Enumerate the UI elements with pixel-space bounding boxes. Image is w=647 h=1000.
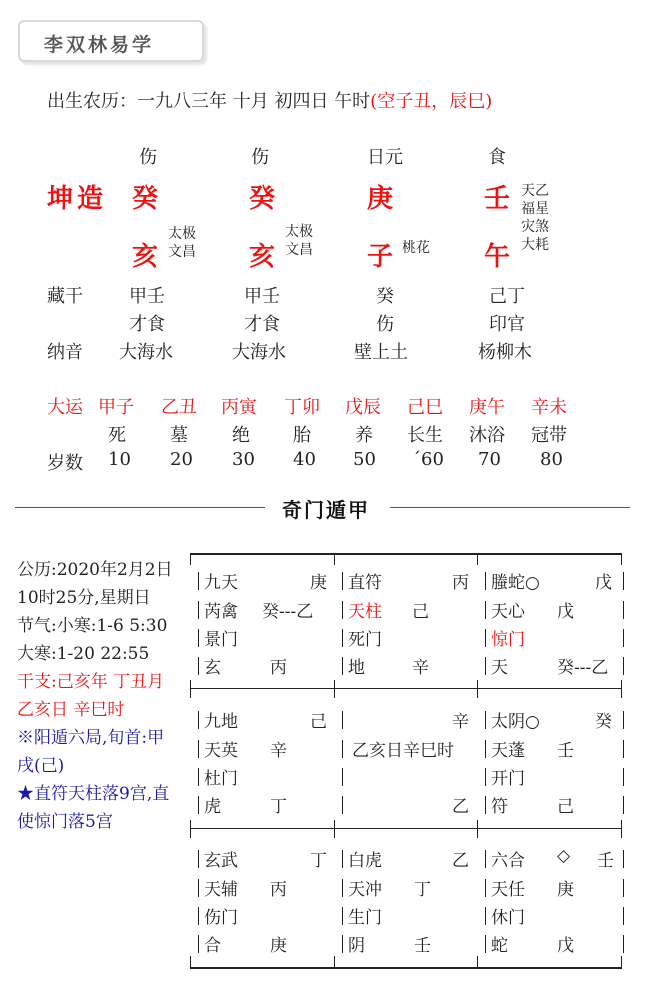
palace-deity: 地 [348, 658, 365, 678]
dayun-age: 40 [293, 449, 316, 470]
palace-1 [334, 846, 472, 962]
palace-star-stem: 辛 [270, 741, 287, 761]
palace-9 [334, 568, 472, 684]
dayun-age: 10 [108, 449, 131, 470]
grid-row-line [190, 828, 622, 829]
shishen-day: 日元 [367, 147, 403, 168]
dayun-age: ´60 [412, 449, 444, 470]
palace-deity: 虎 [204, 797, 221, 817]
palace-star: 天蓬 [491, 741, 525, 761]
dayun-ganzhi: 戊辰 [345, 397, 381, 418]
dayun-age: 20 [170, 449, 193, 470]
grid-col-tick [621, 680, 622, 698]
dayun-ganzhi: 甲子 [98, 397, 134, 418]
birth-label: 出生农历： [47, 91, 137, 112]
info-jieqi: 节气:小寒:1-6 5:30 大寒:1-20 22:55 [17, 616, 185, 664]
grid-bottom-border [190, 967, 622, 969]
stars-day [402, 239, 430, 257]
palace-star: 天心 [491, 602, 525, 622]
center-ganzhi: 乙亥日辛巳时 [352, 741, 454, 761]
dayun-ganzhi: 丁卯 [284, 397, 320, 418]
palace-2 [477, 568, 615, 684]
palace-deity-stem: 己 [557, 797, 574, 817]
branch-hour: 午 [484, 242, 511, 272]
palace-deity-stem: 癸---乙 [557, 658, 609, 678]
palace-deity: 符 [491, 797, 508, 817]
shishen-month: 伤 [251, 147, 269, 168]
stars-hour [521, 182, 549, 254]
palace-door: 开门 [491, 769, 525, 789]
palace-door: 惊门 [491, 630, 525, 650]
palace-god-stem: 壬 [597, 851, 614, 871]
palace-god: 螣蛇○ [491, 573, 540, 593]
nayin-label: 纳音 [47, 342, 83, 363]
info-ju: ※阳遁六局,旬首:甲戌(己) [17, 728, 165, 776]
canggan-shishen-year: 才食 [129, 314, 165, 335]
palace-star-stem: 癸---乙 [262, 602, 314, 622]
palace-star-stem: 庚 [557, 880, 574, 900]
dayun-state: 绝 [232, 425, 250, 446]
palace-5 [334, 707, 472, 823]
palace-7 [477, 707, 615, 823]
logo-box [18, 20, 204, 62]
branch-year: 亥 [132, 242, 159, 272]
star: 大耗 [521, 237, 549, 253]
palace-deity: 天 [491, 658, 508, 678]
palace-god: 白虎 [348, 851, 382, 871]
palace-god: 九地 [204, 712, 238, 732]
stars-year [168, 225, 196, 261]
stem-day: 庚 [367, 184, 394, 214]
dayun-age: 50 [353, 449, 376, 470]
palace-star-stem: 戊 [557, 602, 574, 622]
palace-deity-stem: 丙 [270, 658, 287, 678]
info-panel [17, 556, 185, 836]
palace-deity: 玄 [204, 658, 221, 678]
palace-star: 天任 [491, 880, 525, 900]
stem-year: 癸 [132, 184, 159, 214]
diamond-icon: ◇ [557, 846, 571, 866]
dayun-ganzhi: 丙寅 [221, 397, 257, 418]
birth-line [47, 87, 492, 113]
palace-god-stem: 丁 [310, 851, 327, 871]
canggan-label: 藏干 [47, 286, 83, 307]
palace-star: 天英 [204, 741, 238, 761]
dayun-age: 70 [478, 449, 501, 470]
branch-month: 亥 [249, 242, 276, 272]
palace-star: 天辅 [204, 880, 238, 900]
palace-deity-stem: 丁 [270, 797, 287, 817]
dayun-ganzhi: 庚午 [469, 397, 505, 418]
birth-date: 一九八三年 十月 初四日 午时 [137, 91, 371, 112]
palace-deity-stem: 戊 [557, 936, 574, 956]
star: 太极 [285, 224, 313, 240]
palace-star: 天冲 [348, 880, 382, 900]
stars-month [285, 223, 313, 259]
palace-3 [190, 707, 328, 823]
palace-door: 景门 [204, 630, 238, 650]
dayun-age: 80 [540, 449, 563, 470]
center-bottom-stem: 乙 [452, 797, 469, 817]
nayin-hour: 杨柳木 [478, 342, 532, 363]
palace-god-stem: 丙 [452, 573, 469, 593]
divider-left [15, 507, 265, 508]
star: 福星 [521, 201, 549, 217]
suishu-label: 岁数 [47, 453, 83, 474]
palace-deity-stem: 辛 [412, 658, 429, 678]
palace-god-stem: 己 [310, 712, 327, 732]
grid-col-tick [334, 553, 335, 565]
palace-god-stem: 癸 [595, 712, 612, 732]
stem-hour: 壬 [484, 184, 511, 214]
palace-door: 死门 [348, 630, 382, 650]
grid-top-border [190, 553, 622, 555]
dayun-state: 死 [108, 425, 126, 446]
info-ganzhi: 干支:己亥年 丁丑月 乙亥日 辛巳时 [17, 672, 165, 720]
nayin-month: 大海水 [232, 342, 286, 363]
shishen-year: 伤 [139, 147, 157, 168]
palace-god-stem: 戊 [595, 573, 612, 593]
star: 天乙 [521, 183, 549, 199]
dayun-state: 胎 [293, 425, 311, 446]
palace-god-stem: 乙 [452, 851, 469, 871]
kongwang: (空子丑，辰巳) [370, 91, 493, 112]
palace-deity-stem: 壬 [414, 936, 431, 956]
info-zhifu: ★直符天柱落9宫,直使惊门落5宫 [17, 784, 170, 832]
grid-col-tick [621, 553, 622, 565]
grid-col-tick [621, 956, 622, 968]
canggan-year: 甲壬 [129, 286, 165, 307]
palace-deity: 阴 [348, 936, 365, 956]
palace-god: 太阴○ [491, 712, 540, 732]
gender-label: 坤造 [47, 184, 108, 214]
canggan-shishen-day: 伤 [376, 314, 394, 335]
palace-door: 伤门 [204, 908, 238, 928]
shishen-hour: 食 [488, 147, 506, 168]
qimen-title: 奇门遁甲 [282, 498, 370, 522]
dayun-ganzhi: 乙丑 [161, 397, 197, 418]
dayun-ganzhi: 己巳 [407, 397, 443, 418]
nayin-year: 大海水 [119, 342, 173, 363]
canggan-hour: 己丁 [489, 286, 525, 307]
star: 太极 [168, 226, 196, 242]
palace-star-stem: 己 [412, 602, 429, 622]
star: 桃花 [402, 240, 430, 256]
stem-month: 癸 [249, 184, 276, 214]
canggan-month: 甲壬 [244, 286, 280, 307]
palace-god: 六合 [491, 851, 525, 871]
canggan-day: 癸 [376, 286, 394, 307]
divider-right [390, 507, 630, 508]
palace-god: 九天 [204, 573, 238, 593]
star: 文昌 [168, 244, 196, 260]
palace-4 [190, 568, 328, 684]
grid-col-tick [190, 553, 191, 565]
grid-col-tick [621, 820, 622, 838]
grid-row-line [190, 688, 622, 689]
star: 灾煞 [521, 219, 549, 235]
branch-day: 子 [367, 242, 394, 272]
dayun-age: 30 [232, 449, 255, 470]
palace-god-stem: 庚 [310, 573, 327, 593]
dayun-state: 养 [355, 425, 373, 446]
palace-door: 休门 [491, 908, 525, 928]
palace-deity: 蛇 [491, 936, 508, 956]
dayun-state: 墓 [170, 425, 188, 446]
info-gongli: 公历:2020年2月2日10时25分,星期日 [17, 560, 173, 608]
palace-door: 杜门 [204, 769, 238, 789]
palace-6 [477, 846, 615, 962]
dayun-state: 沐浴 [469, 425, 505, 446]
dayun-label: 大运 [47, 397, 83, 418]
center-top-stem: 辛 [452, 712, 469, 732]
palace-star: 天柱 [348, 602, 382, 622]
palace-star: 芮禽 [204, 602, 238, 622]
palace-door: 生门 [348, 908, 382, 928]
palace-deity: 合 [204, 936, 221, 956]
palace-god: 直符 [348, 573, 382, 593]
palace-god: 玄武 [204, 851, 238, 871]
palace-8 [190, 846, 328, 962]
star: 文昌 [285, 242, 313, 258]
canggan-shishen-hour: 印官 [489, 314, 525, 335]
dayun-state: 长生 [407, 425, 443, 446]
logo-text: 李双林易学 [44, 34, 155, 56]
dayun-state: 冠带 [531, 425, 567, 446]
palace-star-stem: 丙 [270, 880, 287, 900]
grid-col-tick [477, 553, 478, 565]
dayun-ganzhi: 辛未 [531, 397, 567, 418]
nayin-day: 壁上土 [354, 342, 408, 363]
palace-star-stem: 壬 [557, 741, 574, 761]
palace-star-stem: 丁 [414, 880, 431, 900]
canggan-shishen-month: 才食 [244, 314, 280, 335]
palace-deity-stem: 庚 [270, 936, 287, 956]
